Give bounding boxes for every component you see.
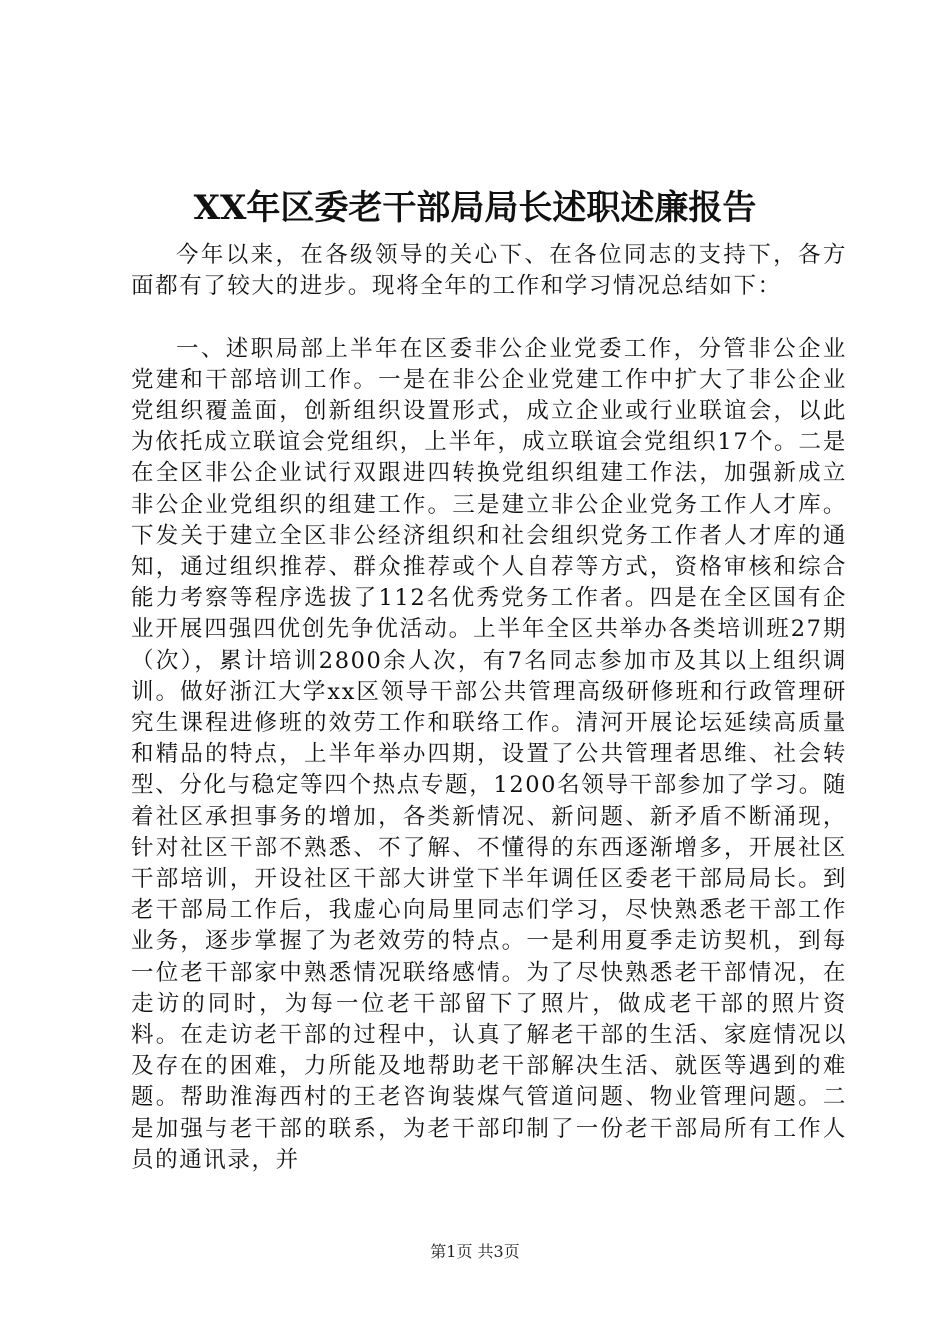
paragraph-section-one: 一、述职局部上半年在区委非公企业党委工作，分管非公企业党建和干部培训工作。一是在非公企业党建工作中扩大了非公企业党组织覆盖面，创新组织设置形式，成立企业或行业联谊会，以此为依托成立联谊会党组织，上半年，成立联谊会党组织17个。二是在全区非公企业试行双跟进四转换党组织组建工作法，加强新成立非公企业党组织的组建工作。三是建立非公企业党务工作人才库。下发关于建立全区非公经济组织和社会组织党务工作者人才库的通知，通过组织推荐、群众推荐或个人自荐等方式，资格审核和综合能力考察等程序选拔了112名优秀党务工作者。四是在全区国有企业开展四强四优创先争优活动。上半年全区共举办各类培训班27期（次），累计培训2800余人次，有7名同志参加市及其以上组织调训。做好浙江大学xx区领导干部公共管理高级研修班和行政管理研究生课程进修班的效劳工作和联络工作。清河开展论坛延续高质量和精品的特点，上半年举办四期，设置了公共管理者思维、社会转型、分化与稳定等四个热点专题，1200名领导干部参加了学习。随着社区承担事务的增加，各类新情况、新问题、新矛盾不断涌现，针对社区干部不熟悉、不了解、不懂得的东西逐渐增多，开展社区干部培训，开设社区干部大讲堂下半年调任区委老干部局局长。到老干部局工作后，我虚心向局里同志们学习，尽快熟悉老干部工作业务，逐步掌握了为老效劳的特点。一是利用夏季走访契机，到每一位老干部家中熟悉情况联络感情。为了尽快熟悉老干部情况，在走访的同时，为每一位老干部留下了照片，做成老干部的照片资料。在走访老干部的过程中，认真了解老干部的生活、家庭情况以及存在的困难，力所能及地帮助老干部解决生活、就医等遇到的难题。帮助淮海西村的王老咨询装煤气管道问题、物业管理问题。二是加强与老干部的联系，为老干部印制了一份老干部局所有工作人员的通讯录，并 bbox=[131, 335, 847, 1173]
page-number: 第1页 共3页 bbox=[430, 1242, 520, 1261]
document-body bbox=[131, 240, 847, 1176]
document-title: XX年区委老干部局局长述职述廉报告 bbox=[193, 188, 757, 228]
paragraph-intro: 今年以来，在各级领导的关心下、在各位同志的支持下，各方面都有了较大的进步。现将全年的工作和学习情况总结如下： bbox=[131, 242, 847, 300]
